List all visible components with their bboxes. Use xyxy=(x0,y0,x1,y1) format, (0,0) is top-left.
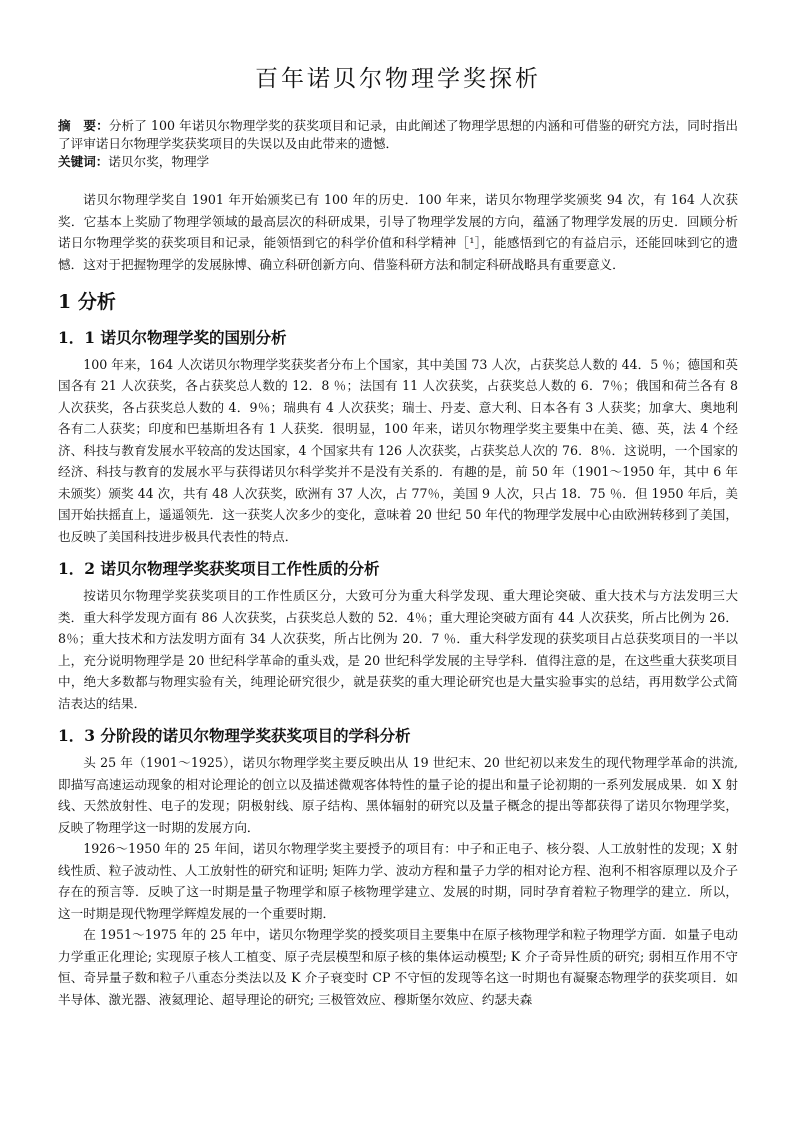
body-paragraph: 头 25 年（1901～1925），诺贝尔物理学奖主要反映出从 19 世纪末、20 世纪初以来发生的现代物理学革命的洪流,即描写高速运动现象的相对论理论的创立以及描述微观客体特性的量子论的提出和量子论初期的一系列发展成果．如 X 射线、天然放射性、电子的发现；阴极射线、原子结构、黑体辐射的研究以及量子概念的提出等都获得了诺贝尔物理学奖，反映了物理学这一时期的发展方向． xyxy=(58,755,738,835)
body-paragraph: 在 1951～1975 年的 25 年中，诺贝尔物理学奖的授奖项目主要集中在原子核物理学和粒子物理学方面．如量子电动力学重正化理论; 实现原子核人工植变、原子壳层模型和原子核的集体运动模型; K 介子奇异性质的研究; 弱相互作用不守恒、奇异量子数和粒子八重态分类法以及 K 介子衰变时 CP 不守恒的发现等名这一时期也有凝聚态物理学的获奖项目．如半导体、激光器、液氦理论、超导理论的研究; 三极管效应、穆斯堡尔效应、约瑟夫森 xyxy=(58,927,738,1007)
abstract xyxy=(58,117,738,153)
abstract-text: 分析了 100 年诺贝尔物理学奖的获奖项目和记录，由此阐述了物理学思想的内涵和可借鉴的研究方法，同时指出了评审诺日尔物理学奖获奖项目的失误以及由此带来的遗憾． xyxy=(58,118,738,151)
document-page xyxy=(58,0,738,1010)
abstract-label: 摘 要： xyxy=(58,118,109,133)
keywords-label: 关键词： xyxy=(58,154,109,169)
subsection-heading: 1．3 分阶段的诺贝尔物理学奖获奖项目的学科分析 xyxy=(58,726,411,746)
section-heading: 1 分析 xyxy=(58,290,116,313)
subsection-heading: 1．2 诺贝尔物理学奖获奖项目工作性质的分析 xyxy=(58,559,380,579)
body-paragraph: 按诺贝尔物理学奖获奖项目的工作性质区分，大致可分为重大科学发现、重大理论突破、重大技术与方法发明三大类．重大科学发现方面有 86 人次获奖，占获奖总人数的 52．4％；重大理论突破方面有 44 人次获奖，所占比例为 26．8％；重大技术和方法发明方面有 34 人次获奖，所占比例为 20．7 ％．重大科学发现的获奖项目占总获奖项目的一半以上，充分说明物理学是 20 世纪科学革命的重头戏，是 20 世纪科学发展的主导学科．值得注意的是，在这些重大获奖项目中，绝大多数都与物理实验有关，纯理论研究很少，就是获奖的重大理论研究也是大量实验事实的总结，再用数学公式简洁表达的结果． xyxy=(58,588,738,711)
intro-paragraph: 诺贝尔物理学奖自 1901 年开始颁奖已有 100 年的历史．100 年来，诺贝尔物理学奖颁奖 94 次，有 164 人次获奖．它基本上奖励了物理学领域的最高层次的科研成果，引导了物理学发展的方向，蕴涵了物理学发展的历史．回顾分析诺日尔物理学奖的获奖项目和记录，能领悟到它的科学价值和科学精神［¹］，能感悟到它的有益启示，还能回味到它的遗憾．这对于把握物理学的发展脉博、确立科研创新方向、借鉴科研方法和制定科研战略具有重要意义． xyxy=(58,192,738,272)
keywords xyxy=(58,153,738,171)
body-paragraph: 100 年来，164 人次诺贝尔物理学奖获奖者分布上个国家，其中美国 73 人次，占获奖总人数的 44．5 ％；德国和英国各有 21 人次获奖，各占获奖总人数的 12．8 ％；法国有 11 人次获奖，占获奖总人数的 6．7％；俄国和荷兰各有 8 人次获奖，各占获奖总人数的 4．9％；瑞典有 4 人次获奖；瑞士、丹麦、意大利、日本各有 3 人获奖；加拿大、奥地利各有二人获奖；印度和巴基斯坦各有 1 人获奖．很明显，100 年来，诺贝尔物理学奖主要集中在美、德、英，法 4 个经济、科技与教育发展水平较高的发达国家，4 个国家共有 126 人次获奖，占获奖总人次的 76．8％．这说明，一个国家的经济、科技与教育的发展水平与获得诺贝尔科学奖并不是没有关系的．有趣的是，前 50 年（1901～1950 年，其中 6 年未颁奖）颁奖 44 次，共有 48 人次获奖，欧洲有 37 人次，占 77％，美国 9 人次，只占 18．75 ％．但 1950 年后，美国开始扶摇直上，遥遥领先．这一获奖人次多少的变化，意味着 20 世纪 50 年代的物理学发展中心由欧洲转移到了美国，也反映了美国科技进步极具代表性的特点． xyxy=(58,356,738,544)
paper-title: 百年诺贝尔物理学奖探析 xyxy=(255,66,541,92)
keywords-text: 诺贝尔奖，物理学 xyxy=(108,154,210,169)
body-paragraph: 1926～1950 年的 25 年间，诺贝尔物理学奖主要授予的项目有：中子和正电子、核分裂、人工放射性的发现；X 射线性质、粒子波动性、人工放射性的研究和证明; 矩阵力学、波动方程和量子力学的相对论方程、泡利不相容原理以及介子存在的预言等．反映了这一时期是量子物理学和原子核物理学建立、发展的时期，同时孕育着粒子物理学的建立．所以，这一时期是现代物理学辉煌发展的一个重要时期． xyxy=(58,841,738,921)
subsection-heading: 1．1 诺贝尔物理学奖的国别分析 xyxy=(58,327,287,347)
